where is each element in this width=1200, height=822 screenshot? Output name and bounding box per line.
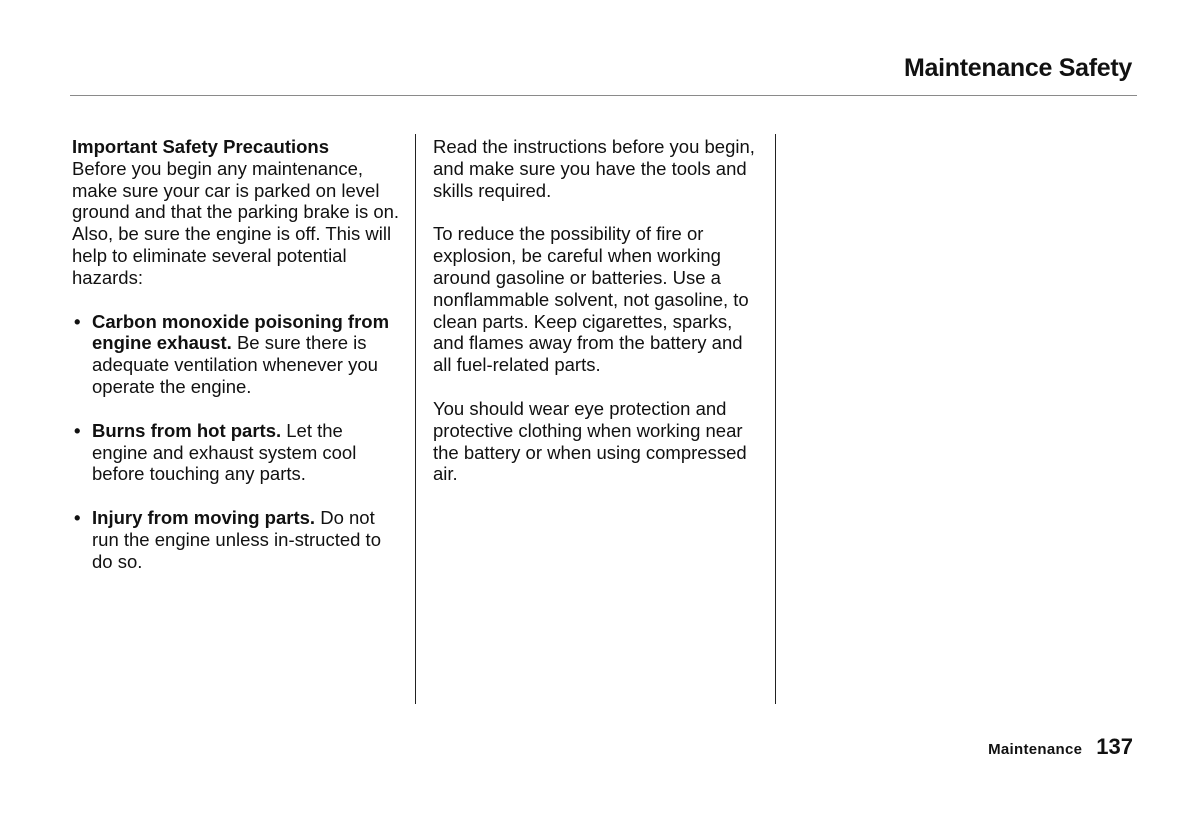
page-title: Maintenance Safety <box>903 54 1132 82</box>
column-divider <box>415 134 416 704</box>
hazard-title: Injury from moving parts. <box>92 507 316 529</box>
hazard-list <box>72 311 402 573</box>
bullet-icon: • <box>74 310 81 332</box>
hazard-text: Do not run the engine unless in-structed to do so. <box>92 507 381 572</box>
column-divider <box>775 134 776 704</box>
hazard-title: Burns from hot parts. <box>92 419 282 441</box>
hazard-item-burns <box>72 420 402 485</box>
left-column <box>72 136 402 595</box>
hazard-text: Let the engine and exhaust system cool before touching any parts. <box>92 419 357 485</box>
page-footer <box>988 734 1133 760</box>
bullet-icon: • <box>74 507 81 529</box>
middle-column <box>433 136 763 507</box>
hazard-text: Be sure there is adequate ventilation whenever you operate the engine. <box>92 332 378 397</box>
fire-safety-paragraph: To reduce the possibility of fire or explosion, be careful when working around gasoline or batteries. Use a nonflammable solvent, not gasoline, to clean parts. Keep cigarettes, sparks, and flames away from the battery and all fuel-related parts. <box>433 223 749 376</box>
instructions-paragraph: Read the instructions before you begin, and make sure you have the tools and skills required. <box>433 136 755 201</box>
eye-protection-paragraph: You should wear eye protection and protective clothing when working near the battery or when using compressed air. <box>433 397 747 485</box>
page-number: 137 <box>1096 734 1133 759</box>
bullet-icon: • <box>74 419 81 441</box>
hazard-title: Carbon monoxide poisoning from engine exhaust. <box>92 310 390 354</box>
page-header <box>70 50 1137 96</box>
section-heading: Important Safety Precautions <box>72 136 330 157</box>
footer-section-name: Maintenance <box>988 741 1083 758</box>
hazard-item-carbon-monoxide <box>72 311 402 398</box>
hazard-item-moving-parts <box>72 507 402 572</box>
intro-paragraph: Before you begin any maintenance, make sure your car is parked on level ground and that the parking brake is on. Also, be sure the engine is off. This will help to eliminate several potential hazards: <box>72 157 400 288</box>
